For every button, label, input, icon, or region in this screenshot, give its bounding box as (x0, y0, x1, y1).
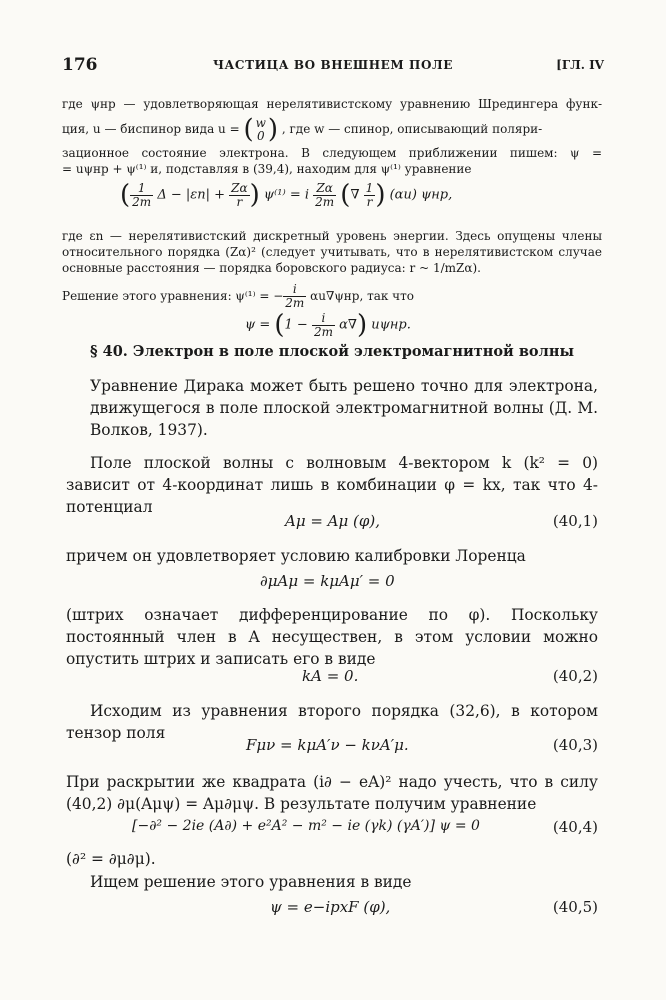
equation-number: (40,3) (552, 736, 598, 754)
text-fragment: , где w — спинор, описывающий поляри- (281, 122, 543, 136)
equation-number: (40,1) (552, 512, 598, 530)
section-heading: § 40. Электрон в поле плоской электромагнитной волны (90, 343, 574, 360)
text-line: зационное состояние электрона. В следующем приближении пишем: ψ = (62, 146, 602, 160)
page-number: 176 (62, 55, 98, 75)
paragraph: причем он удовлетворяет условию калибровки Лоренца (66, 547, 526, 565)
paragraph: Исходим из уравнения второго порядка (32,6), в котором тензор поля (66, 702, 598, 742)
equation-40-4: [−∂² − 2ie (A∂) + e²A² − m² − ie (γk) (γA′)] ψ = 0 (132, 818, 480, 834)
equation-psi: ψ = (1 − $\frac{i}{2m}$ α∇) uψнр. (245, 310, 411, 340)
equation-40-1: Aμ = Aμ (φ), (285, 512, 381, 530)
paragraph: (штрих означает дифференцирование по φ). Поскольку постоянный член в A несуществен, в этом условии можно опустить штрих и записать его в виде (66, 606, 598, 668)
equation-40-2: kA = 0. (302, 667, 359, 685)
equation-lorenz: ∂μAμ = kμAμ′ = 0 (260, 572, 395, 590)
text-fragment: ция, u — биспинор вида u = (62, 122, 240, 136)
text-line: где ψнр — удовлетворяющая нерелятивистскому уравнению Шредингера функ- (62, 97, 602, 111)
equation-40-5: ψ = e−ipxF (φ), (270, 898, 391, 916)
text-line-with-vector: ция, u — биспинор вида u = ( w 0 ) , где w — спинор, описывающий поляри- (62, 114, 543, 145)
paragraph: Уравнение Дирака может быть решено точно для электрона, движущегося в поле плоской электромагнитной волны (Д. М. Волков, 1937). (90, 377, 598, 439)
running-title: ЧАСТИЦА ВО ВНЕШНЕМ ПОЛЕ (212, 58, 453, 72)
chapter-label: [ГЛ. IV (556, 58, 604, 72)
solution-line: Решение этого уравнения: ψ⁽¹⁾ = − $\frac{i}{2m}$ αu∇ψнр, так что (62, 282, 414, 310)
paragraph: где εn — нерелятивистский дискретный уровень энергии. Здесь опущены члены относительного порядка (Zα)² (следует учитывать, что в нерелятивистском случае основные расстояния — порядка боровского радиуса: r ~ 1/mZα). (62, 229, 602, 275)
paragraph: Ищем решение этого уравнения в виде (90, 873, 412, 891)
running-header (62, 55, 604, 79)
equation-number: (40,5) (552, 898, 598, 916)
paragraph: Поле плоской волны с волновым 4-вектором k (k² = 0) зависит от 4-координат лишь в комбинации φ = kx, так что 4-потенциал (66, 454, 598, 516)
equation-psi1: ( $\frac{1}{2m}$ Δ − |εn| + $\frac{Z\alpha}{r}$ ) ψ⁽¹⁾ = i $\frac{Z\alpha}{2m}$ (∇ $\frac{1}{r}$ ) (αu) ψнр, (120, 180, 453, 210)
equation-number: (40,4) (552, 818, 598, 836)
equation-number: (40,2) (552, 667, 598, 685)
equation-40-3: Fμν = kμA′ν − kνA′μ. (246, 736, 409, 754)
vector-top: w (255, 115, 266, 130)
paragraph: (∂² = ∂μ∂μ). (66, 850, 156, 868)
vector-bottom: 0 (256, 128, 265, 143)
paragraph: При раскрытии же квадрата (i∂ − eA)² надо учесть, что в силу (40,2) ∂μ(Aμψ) = Aμ∂μψ. В результате получим уравнение (66, 773, 598, 813)
column-vector (254, 117, 268, 143)
text-line: = uψнр + ψ⁽¹⁾ и, подставляя в (39,4), находим для ψ⁽¹⁾ уравнение (62, 162, 472, 176)
